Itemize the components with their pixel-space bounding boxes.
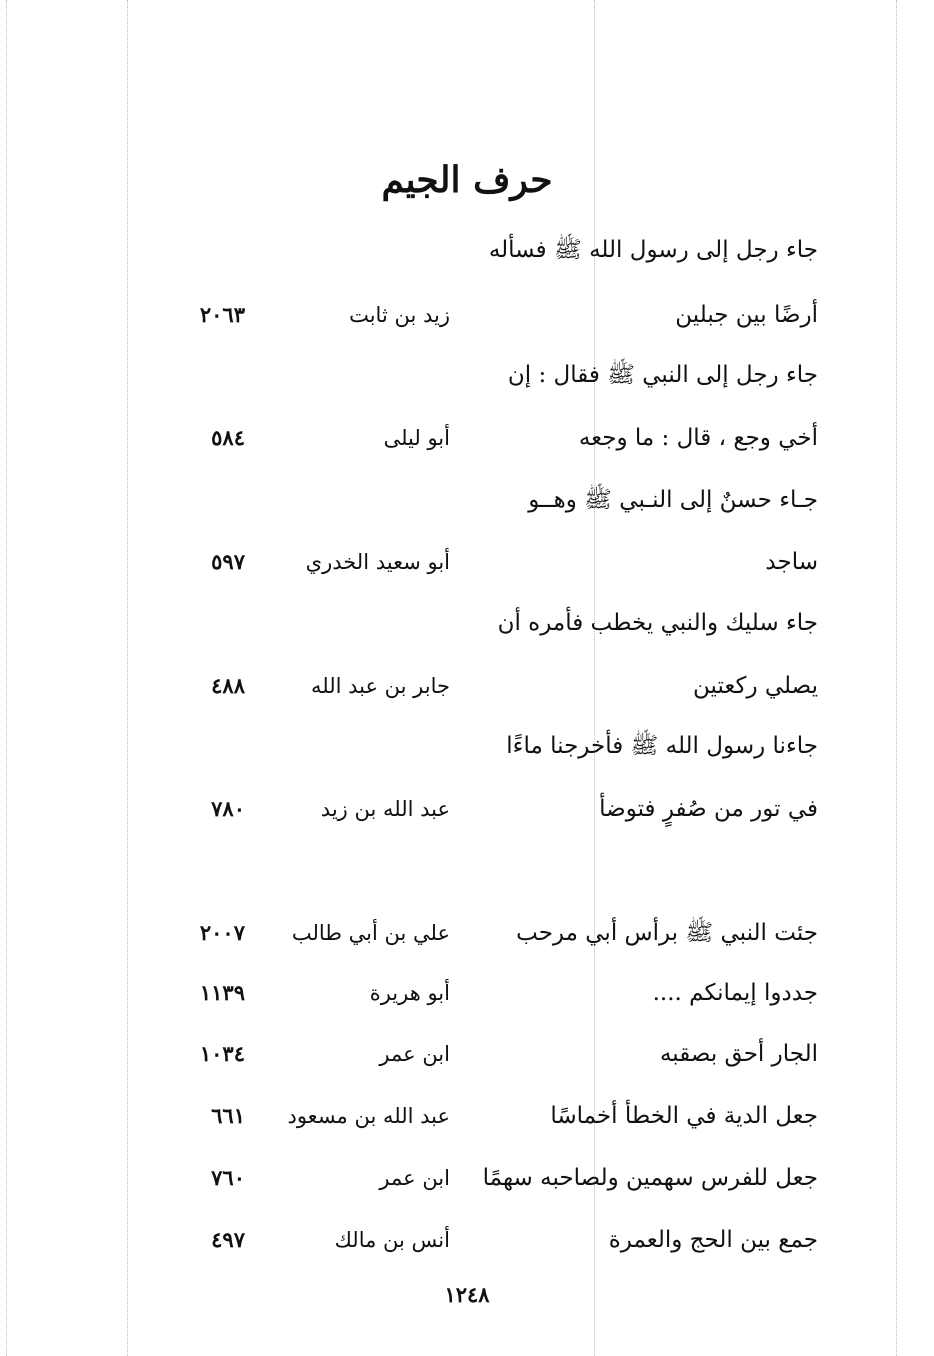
index-row	[0, 779, 934, 839]
hadith-text: جاء رجل إلى رسول الله ﷺ فسأله	[488, 237, 818, 263]
narrator: أبو هريرة	[369, 981, 450, 1005]
page-ref: ٥٩٧	[211, 549, 245, 574]
page-ref: ١٠٣٤	[199, 1041, 245, 1066]
page-ref: ١١٣٩	[199, 980, 245, 1005]
narrator: عبد الله بن زيد	[320, 797, 450, 821]
index-row	[0, 1086, 934, 1146]
index-row	[0, 656, 934, 716]
index-row	[0, 345, 934, 405]
narrator: ابن عمر	[379, 1166, 450, 1190]
hadith-text: جئت النبي ﷺ برأس أبي مرحب	[516, 920, 818, 946]
hadith-text: أخي وجع ، قال : ما وجعه	[578, 425, 818, 451]
page-ref: ٧٦٠	[211, 1165, 245, 1190]
page-ref: ٧٨٠	[211, 796, 245, 821]
index-row	[0, 1024, 934, 1084]
index-row	[0, 408, 934, 468]
narrator: أنس بن مالك	[334, 1228, 450, 1252]
hadith-text: جعل للفرس سهمين ولصاحبه سهمًا	[482, 1165, 818, 1191]
section-heading: حرف الجيم	[381, 159, 553, 201]
hadith-text: الجار أحق بصقبه	[659, 1041, 818, 1067]
index-row	[0, 593, 934, 653]
index-row	[0, 963, 934, 1023]
index-row	[0, 1210, 934, 1270]
narrator: جابر بن عبد الله	[310, 674, 450, 698]
hadith-text: جاء رجل إلى النبي ﷺ فقال : إن	[507, 362, 818, 388]
page-ref: ٥٨٤	[211, 425, 245, 450]
hadith-text: جددوا إيمانكم ....	[652, 980, 818, 1006]
narrator: أبو ليلى	[383, 426, 450, 450]
page-number: ١٢٤٨	[444, 1282, 490, 1307]
hadith-text: في تور من صُفرٍ فتوضأ	[599, 796, 818, 822]
hadith-text: ساجد	[765, 549, 818, 575]
hadith-text: جعل الدية في الخطأ أخماسًا	[550, 1103, 818, 1129]
index-row	[0, 716, 934, 776]
index-row	[0, 1148, 934, 1208]
page-ref: ٦٦١	[211, 1103, 245, 1128]
hadith-text: جـاء حسنٌ إلى النـبي ﷺ وهــو	[528, 487, 818, 513]
narrator: علي بن أبي طالب	[291, 921, 450, 945]
narrator: ابن عمر	[379, 1042, 450, 1066]
narrator: عبد الله بن مسعود	[287, 1104, 450, 1128]
index-row	[0, 532, 934, 592]
index-row	[0, 285, 934, 345]
hadith-text: أرضًا بين جبلين	[675, 302, 818, 328]
narrator: زيد بن ثابت	[349, 303, 450, 327]
index-row	[0, 470, 934, 530]
page-ref: ٤٩٧	[211, 1227, 245, 1252]
index-row	[0, 903, 934, 963]
hadith-text: جمع بين الحج والعمرة	[608, 1227, 818, 1253]
hadith-text: جاءنا رسول الله ﷺ فأخرجنا ماءًا	[506, 733, 818, 759]
page-ref: ٢٠٦٣	[199, 302, 245, 327]
index-row	[0, 220, 934, 280]
hadith-text: جاء سليك والنبي يخطب فأمره أن	[497, 610, 818, 636]
page-ref: ٢٠٠٧	[199, 920, 245, 945]
page-ref: ٤٨٨	[211, 673, 245, 698]
narrator: أبو سعيد الخدري	[305, 550, 450, 574]
hadith-text: يصلي ركعتين	[693, 673, 818, 699]
